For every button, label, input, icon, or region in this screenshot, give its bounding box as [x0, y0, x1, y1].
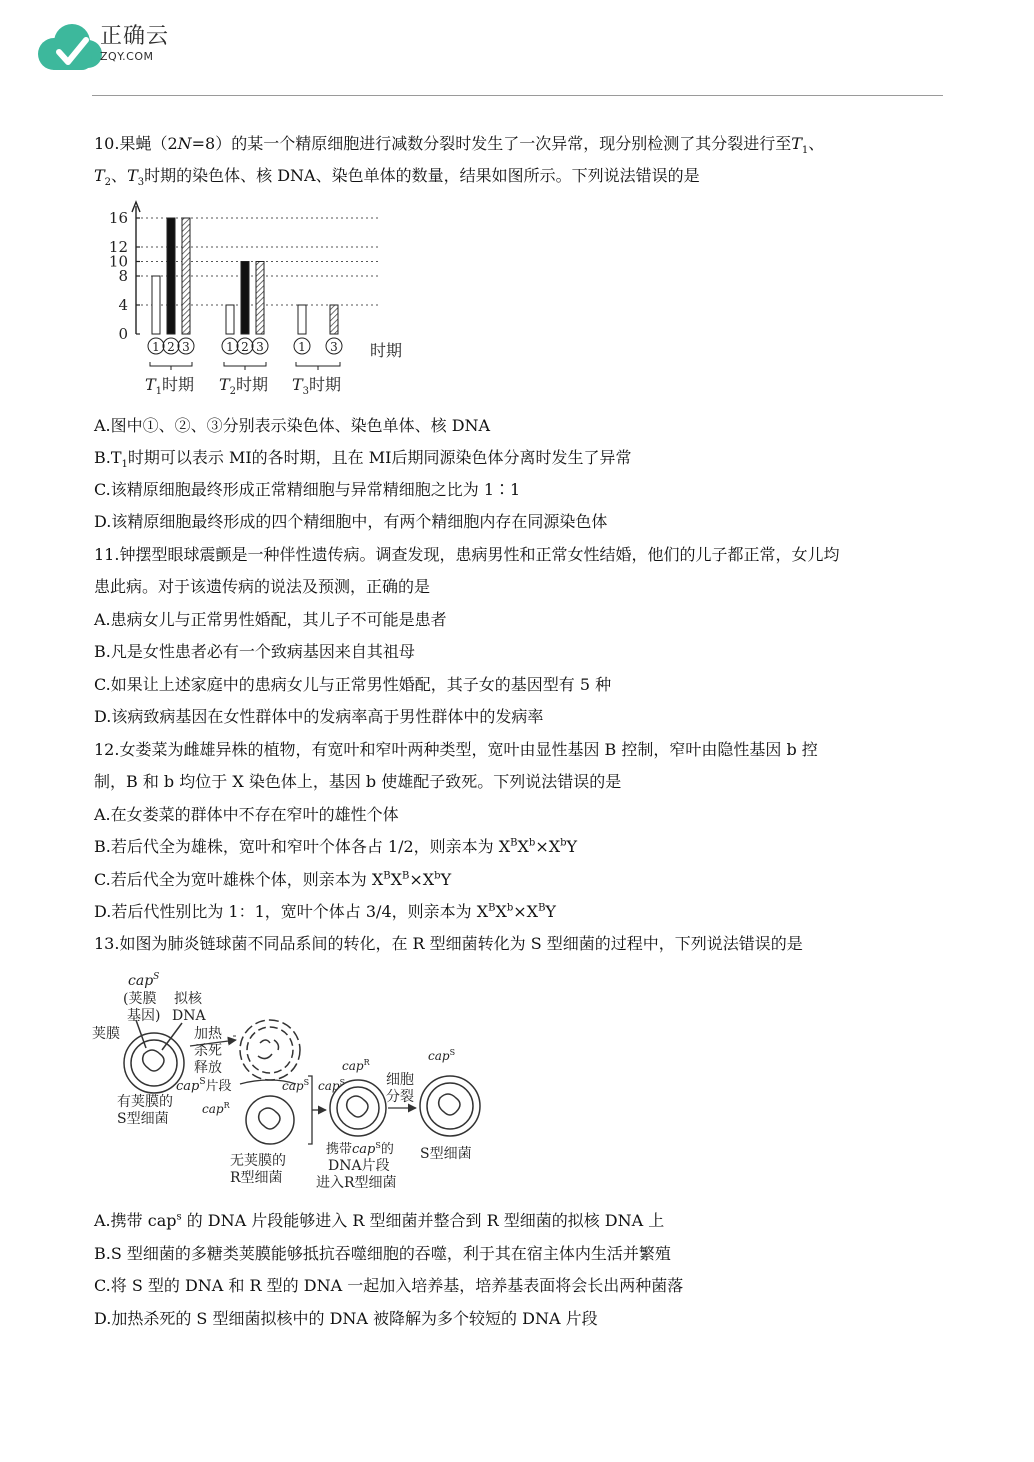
caps-mid-label: cap$^S$ — [282, 1078, 310, 1093]
logo-text — [100, 24, 169, 63]
group-bracket — [224, 362, 266, 370]
bar — [152, 276, 160, 334]
bar-marker: 2 — [241, 340, 249, 354]
bar-marker: 2 — [167, 340, 175, 354]
q12-option-a: A.在女娄菜的群体中不存在窄叶的雄性个体 — [94, 805, 399, 824]
q12-option-b: B.若后代全为雄株，宽叶和窄叶个体各占 1/2，则亲本为 $X^BX^b\times X^bY$ — [94, 837, 578, 856]
s-bacterium-capsuled — [124, 1020, 184, 1093]
q13-option-d: D.加热杀死的 S 型细菌拟核中的 DNA 被降解为多个较短的 DNA 片段 — [94, 1309, 598, 1328]
bar — [182, 218, 190, 334]
q10-option-b: $B.T_1$时期可以表示 MⅠ的各时期，且在 MⅠ后期同源染色体分离时发生了异常 — [94, 448, 632, 471]
caps-right-label: cap$^S$ — [318, 1078, 346, 1093]
capsule-label: 荚膜 — [92, 1026, 120, 1042]
s-with-capsule-label-l1: 有荚膜的 — [117, 1094, 173, 1110]
bar-marker: 1 — [298, 340, 306, 354]
nucleoid-label-l1: 拟核 — [174, 991, 202, 1007]
q10-bar-chart — [100, 200, 420, 405]
bar-marker: 3 — [256, 340, 264, 354]
logo-en: ZQY.COM — [100, 50, 154, 63]
q10-option-a: A.图中①、②、③分别表示染色体、染色单体、核 DNA — [94, 416, 491, 435]
q11-option-d: D.该病致病基因在女性群体中的发病率高于男性群体中的发病率 — [94, 707, 544, 726]
s-bacterium-result — [420, 1076, 480, 1136]
q10-option-c: C.该精原细胞最终形成正常精细胞与异常精细胞之比为 1∶1 — [94, 480, 521, 499]
q11-option-c: C.如果让上述家庭中的患病女儿与正常男性婚配，其子女的基因型有 5 种 — [94, 675, 612, 694]
q11-stem-line2: 患此病。对于该遗传病的说法及预测，正确的是 — [94, 577, 431, 596]
capsule-gene-label-l2: 基因) — [127, 1008, 161, 1024]
bar — [298, 305, 306, 334]
transforming-bacterium — [330, 1080, 386, 1136]
q10-stem-line1: 10.果蝇（2N=8）的某一个精原细胞进行减数分裂时发生了一次异常，现分别检测了其分裂进行至$T_1$、 — [94, 134, 825, 157]
carry-fragment-label-l1: 携带cap$^S$的 — [326, 1141, 394, 1157]
heat-killed-bacterium — [240, 1020, 300, 1080]
q13-option-b: B.S 型细菌的多糖类荚膜能够抵抗吞噬细胞的吞噬，利于其在宿主体内生活并繁殖 — [94, 1244, 671, 1263]
y-tick-label: 12 — [108, 238, 128, 256]
heat-label-l3: 释放 — [194, 1060, 222, 1076]
divide-label-l2: 分裂 — [386, 1089, 414, 1105]
bar — [167, 218, 175, 334]
q12-stem-line2: 制，B 和 b 均位于 X 染色体上，基因 b 使雄配子致死。下列说法错误的是 — [94, 772, 622, 791]
caps-final-label: cap$^S$ — [428, 1048, 456, 1063]
bar — [330, 305, 338, 334]
y-tick-label: 4 — [118, 296, 128, 314]
q13-transformation-diagram — [90, 968, 500, 1198]
divide-label-l1: 细胞 — [386, 1072, 414, 1088]
q11-option-a: A.患病女儿与正常男性婚配，其儿子不可能是患者 — [94, 610, 447, 629]
y-tick-label: 0 — [118, 325, 128, 343]
q12-option-d: D.若后代性别比为 1：1，宽叶个体占 3/4，则亲本为 $X^BX^b\times X^BY$ — [94, 902, 556, 921]
group-label: $T_2$时期 — [219, 375, 269, 397]
q13-option-c: C.将 S 型的 DNA 和 R 型的 DNA 一起加入培养基，培养基表面将会长出两种菌落 — [94, 1276, 684, 1295]
x-axis-label: 时期 — [370, 341, 403, 360]
bar — [241, 262, 249, 335]
carry-fragment-label-l2: DNA片段 — [328, 1158, 390, 1174]
group-bracket — [296, 362, 340, 370]
nucleoid-label-l2: DNA — [172, 1008, 206, 1024]
carry-fragment-label-l3: 进入R型细菌 — [316, 1175, 397, 1191]
capr-right-label: cap$^R$ — [342, 1058, 370, 1073]
q10-option-d: D.该精原细胞最终形成的四个精细胞中，有两个精细胞内存在同源染色体 — [94, 512, 608, 531]
q13-stem: 13.如图为肺炎链球菌不同品系间的转化，在 R 型细菌转化为 S 型细菌的过程中，下列说法错误的是 — [94, 934, 803, 953]
group-label: $T_3$时期 — [292, 375, 342, 397]
capr-label: cap$^R$ — [202, 1101, 230, 1116]
logo-cn: 正确云 — [100, 24, 170, 49]
group-label: $T_1$时期 — [145, 375, 195, 397]
bar — [226, 305, 234, 334]
r-no-capsule-label-l1: 无荚膜的 — [230, 1153, 286, 1169]
bar-marker: 1 — [152, 340, 160, 354]
q12-stem-line1: 12.女娄菜为雌雄异株的植物，有宽叶和窄叶两种类型，宽叶由显性基因 B 控制，窄叶由隐性基因 b 控 — [94, 740, 818, 759]
q10-stem-line2: $T_2$、$T_3$时期的染色体、核 DNA、染色单体的数量，结果如图所示。下列说法错误的是 — [94, 166, 700, 189]
q13-option-a: A.携带 cap$^s$ 的 DNA 片段能够进入 R 型细菌并整合到 R 型细菌的拟核 DNA 上 — [94, 1211, 665, 1230]
bar — [256, 262, 264, 335]
q12-option-c: C.若后代全为宽叶雄株个体，则亲本为 $X^BX^B\times X^bY$ — [94, 870, 452, 889]
s-with-capsule-label-l2: S型细菌 — [117, 1111, 169, 1127]
y-tick-label: 10 — [108, 252, 128, 271]
y-tick-label: 16 — [108, 209, 128, 227]
r-bacterium — [246, 1096, 294, 1144]
r-no-capsule-label-l2: R型细菌 — [230, 1170, 283, 1186]
s-bacteria-label: S型细菌 — [420, 1146, 472, 1162]
y-tick-label: 8 — [118, 267, 128, 285]
heat-label-l1: 加热 — [194, 1026, 222, 1042]
caps-top-label: cap$^S$ — [128, 972, 160, 989]
header-divider — [92, 95, 943, 96]
q11-option-b: B.凡是女性患者必有一个致病基因来自其祖母 — [94, 642, 415, 661]
heat-label-l2: 杀死 — [194, 1043, 222, 1059]
bar-marker: 3 — [182, 340, 190, 354]
caps-fragment-label: cap$^S$片段 — [176, 1077, 232, 1094]
group-bracket — [150, 362, 192, 370]
capsule-gene-label-l1: (荚膜 — [123, 991, 157, 1007]
bar-marker: 1 — [226, 340, 234, 354]
q11-stem-line1: 11.钟摆型眼球震颤是一种伴性遗传病。调查发现，患病男性和正常女性结婚，他们的儿子都正常，女儿均 — [94, 545, 840, 564]
bar-marker: 3 — [330, 340, 338, 354]
